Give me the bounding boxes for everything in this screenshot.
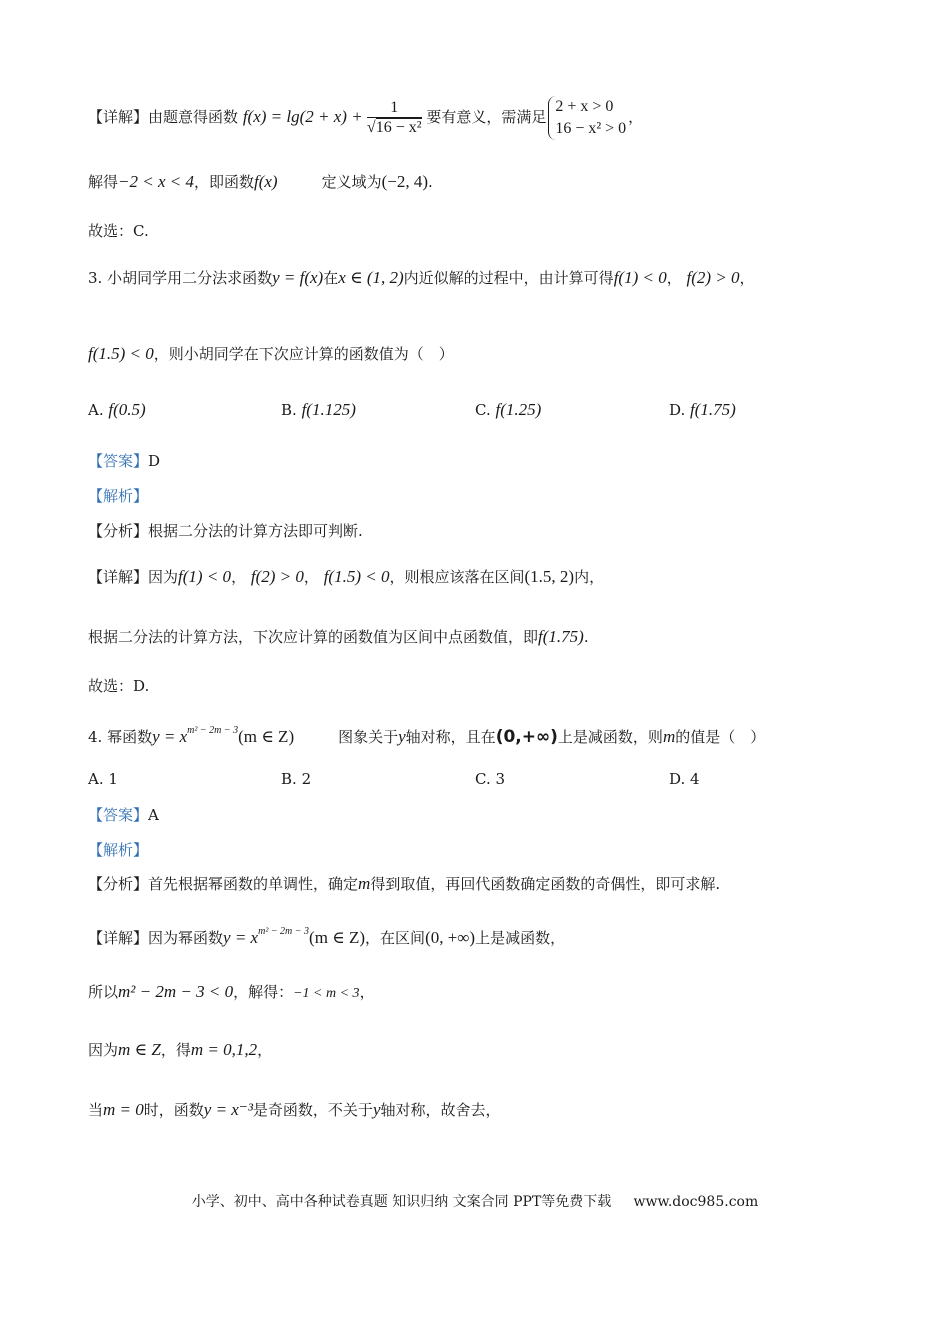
option-value: f(1.75)	[690, 400, 736, 419]
analysis-heading	[88, 486, 148, 506]
punctuation: ，	[359, 983, 375, 1001]
text: 时，函数	[143, 1101, 204, 1119]
text: ，解得：	[233, 983, 294, 1001]
answer-line	[88, 451, 160, 471]
text: 轴对称，故舍去，	[380, 1101, 501, 1119]
text: 图象关于	[338, 728, 399, 746]
punctuation: ，	[628, 108, 644, 126]
domain: x ∈ (1, 2)	[338, 268, 404, 287]
sqrt-content: 16 − x²	[375, 118, 422, 136]
value: f(1) < 0	[613, 268, 667, 287]
function-symbol: f(x)	[254, 172, 278, 191]
analysis-tag: 【解析】	[88, 487, 149, 505]
option-value: f(1.25)	[495, 400, 542, 419]
inequality-line	[88, 982, 375, 1004]
case-value: m = 0	[103, 1100, 144, 1119]
analysis-tag: 【解析】	[88, 841, 149, 859]
question-3-stem	[88, 268, 755, 288]
answer-value: A	[148, 806, 159, 824]
option-b	[281, 400, 356, 420]
fenxi-line	[88, 521, 363, 541]
text: 的值是（ ）	[675, 728, 766, 746]
choice-line: 故选：C.	[88, 222, 149, 240]
power-function-base: y = x	[152, 727, 188, 746]
option-c	[475, 770, 505, 788]
option-label: A.	[88, 770, 104, 788]
power-function-exponent: m² − 2m − 3	[187, 725, 239, 736]
value: f(1.5) < 0	[323, 567, 390, 586]
interval: (0,+∞)	[495, 727, 558, 747]
case-line	[88, 1100, 501, 1120]
analysis-heading	[88, 840, 148, 860]
inequality: m² − 2m − 3 < 0	[118, 982, 234, 1001]
punctuation: ，	[666, 269, 682, 287]
detail-line-2	[88, 627, 589, 647]
solution-line	[88, 172, 433, 192]
detail-tag: 【详解】	[88, 568, 149, 586]
text: 定义域为	[321, 173, 382, 191]
option-value: 1	[108, 770, 118, 788]
punctuation: ，	[257, 1041, 273, 1059]
punctuation: ，	[231, 568, 247, 586]
text: 因为幂函数	[148, 929, 224, 947]
text: 3. 小胡同学用二分法求函数	[88, 269, 273, 287]
option-label: A.	[88, 401, 104, 419]
function-definition: f(x) = lg(2 + x) +	[242, 107, 367, 126]
power-function-exponent: m² − 2m − 3	[258, 926, 310, 937]
option-c	[475, 400, 541, 420]
text: 在	[323, 269, 339, 287]
punctuation: ，	[739, 269, 755, 287]
fenxi-tag: 【分析】	[88, 875, 149, 893]
text: 上是减函数，则	[557, 728, 663, 746]
answer-value: D	[148, 452, 161, 470]
footer-site: www.doc985.com	[633, 1194, 759, 1210]
condition-2: 16 − x² > 0	[555, 120, 627, 137]
interval: (−2, 4)	[381, 172, 429, 191]
fenxi-text: 根据二分法的计算方法即可判断.	[148, 522, 363, 540]
text: ，则小胡同学在下次应计算的函数值为（ ）	[153, 345, 454, 363]
text: 4. 幂函数	[88, 728, 153, 746]
detail-text: 由题意得函数	[148, 108, 239, 126]
condition: (m ∈ Z)	[309, 928, 366, 947]
interval: (0, +∞)	[425, 928, 476, 947]
option-value: 3	[495, 770, 506, 788]
detail-line	[88, 567, 604, 587]
fenxi-line	[88, 874, 720, 894]
option-label: D.	[669, 770, 686, 788]
punctuation: .	[583, 628, 589, 646]
solution: −1 < m < 3	[293, 986, 360, 1001]
option-d	[669, 400, 736, 420]
text: 因为	[148, 568, 179, 586]
text: 是奇函数，不关于	[252, 1101, 373, 1119]
option-d	[669, 770, 700, 788]
footer-text: 小学、初中、高中各种试卷真题 知识归纳 文案合同 PPT等免费下载	[191, 1194, 612, 1210]
membership: m ∈ Z	[118, 1040, 161, 1059]
fraction-denominator: √16 − x²	[366, 118, 422, 136]
detail-line-domain	[88, 96, 643, 140]
choice-line: 故选：D.	[88, 677, 150, 695]
text: ，得	[160, 1041, 191, 1059]
text: ，即函数	[193, 173, 254, 191]
option-label: C.	[475, 401, 491, 419]
condition-text: 要有意义，需满足	[426, 108, 547, 126]
condition-1: 2 + x > 0	[555, 98, 614, 115]
option-b	[281, 770, 311, 788]
fenxi-tag: 【分析】	[88, 522, 149, 540]
answer-line	[88, 805, 159, 825]
axis-symbol: y	[372, 1100, 381, 1119]
value: f(1.5) < 0	[88, 344, 154, 363]
option-value: f(0.5)	[108, 400, 146, 419]
text: 因为	[88, 1041, 119, 1059]
detail-line	[88, 922, 565, 948]
question-3-stem-2	[88, 344, 454, 364]
value: f(1.75)	[538, 627, 584, 646]
function: y = f(x)	[272, 268, 324, 287]
text: 所以	[88, 983, 119, 1001]
inequality: −2 < x < 4	[118, 172, 194, 191]
text: 当	[88, 1101, 104, 1119]
text: 得到取值，再回代函数确定函数的奇偶性，即可求解.	[370, 875, 721, 893]
option-label: D.	[669, 401, 686, 419]
text: 上是减函数，	[475, 929, 566, 947]
detail-tag: 【详解】	[88, 108, 149, 126]
question-4-stem	[88, 721, 765, 747]
power-function-base: y = x	[223, 928, 259, 947]
option-a	[88, 400, 146, 420]
inequality-system	[548, 96, 626, 140]
text: 首先根据幂函数的单调性，确定	[148, 875, 359, 893]
text: ，则根应该落在区间	[389, 568, 525, 586]
text: 解得	[88, 173, 119, 191]
option-label: B.	[281, 401, 297, 419]
condition: (m ∈ Z)	[238, 727, 295, 746]
option-label: B.	[281, 770, 297, 788]
punctuation: .	[428, 173, 433, 191]
integer-line	[88, 1040, 272, 1060]
value: f(1) < 0	[178, 567, 232, 586]
values: m = 0,1,2	[190, 1040, 258, 1059]
option-label: C.	[475, 770, 491, 788]
fraction	[367, 99, 422, 138]
option-value: 2	[301, 770, 312, 788]
punctuation: ，	[303, 568, 319, 586]
value: f(2) > 0	[250, 567, 304, 586]
interval: (1.5, 2)	[524, 567, 575, 586]
text: 内，	[574, 568, 605, 586]
page-footer	[0, 1191, 950, 1211]
answer-tag: 【答案】	[88, 806, 149, 824]
text: 内近似解的过程中，由计算可得	[403, 269, 614, 287]
option-value: f(1.125)	[301, 400, 356, 419]
variable-m: m	[358, 874, 371, 893]
text: 根据二分法的计算方法，下次应计算的函数值为区间中点函数值，即	[88, 628, 539, 646]
text: 轴对称，且在	[405, 728, 496, 746]
option-value: 4	[690, 770, 700, 788]
detail-tag: 【详解】	[88, 929, 149, 947]
fraction-numerator: 1	[367, 99, 422, 118]
axis-symbol: y	[398, 727, 406, 746]
value: f(2) > 0	[686, 268, 740, 287]
function: y = x⁻³	[203, 1100, 253, 1119]
answer-tag: 【答案】	[88, 452, 149, 470]
text: ，在区间	[365, 929, 426, 947]
variable-m: m	[662, 727, 676, 746]
option-a	[88, 770, 118, 788]
